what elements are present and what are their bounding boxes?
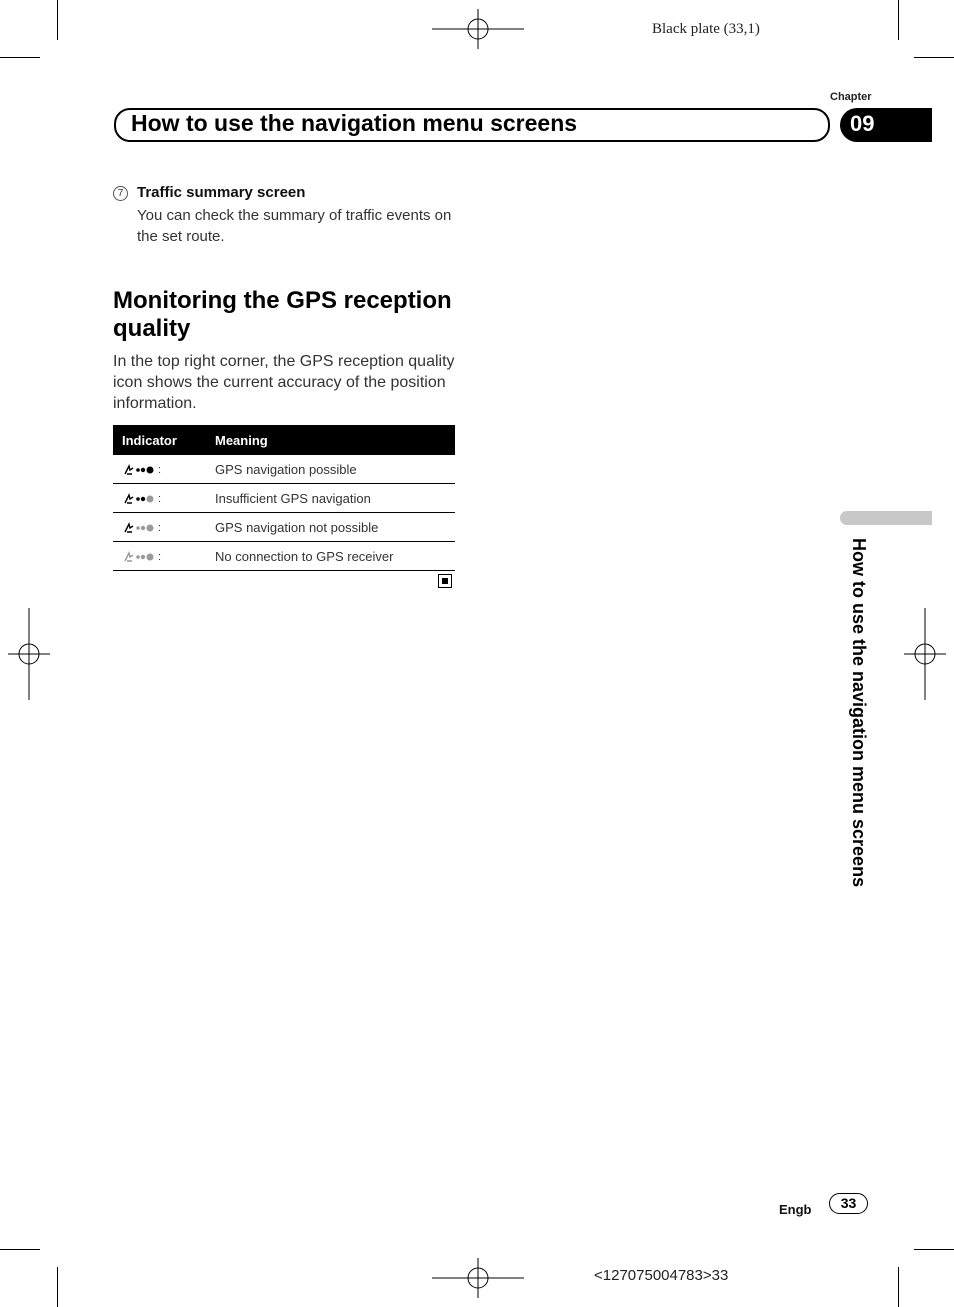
signal-dot xyxy=(141,468,145,472)
language-label: Engb xyxy=(779,1202,812,1217)
registration-mark-right xyxy=(904,608,946,700)
registration-mark-left xyxy=(8,608,50,700)
page-number: 33 xyxy=(829,1193,868,1214)
gps-signal-icon xyxy=(124,463,174,475)
chapter-label: Chapter xyxy=(830,91,872,103)
chapter-number: 09 xyxy=(850,111,875,136)
gps-signal-icon xyxy=(124,492,174,504)
gps-signal-icon xyxy=(124,550,174,562)
side-tab-bar xyxy=(840,511,932,525)
signal-dot xyxy=(147,467,154,474)
colon-separator: : xyxy=(158,493,162,504)
signal-dot xyxy=(147,554,154,561)
document-code: <127075004783>33 xyxy=(594,1267,729,1284)
header-meaning: Meaning xyxy=(215,433,268,448)
antenna-icon xyxy=(125,524,133,532)
signal-dot xyxy=(147,525,154,532)
antenna-icon xyxy=(125,495,133,503)
signal-dot xyxy=(136,526,140,530)
section-body: In the top right corner, the GPS reception quality icon shows the current accuracy of the position information. xyxy=(113,353,455,412)
table-row xyxy=(113,542,455,571)
colon-separator: : xyxy=(158,464,162,475)
signal-dot xyxy=(141,555,145,559)
header-title: How to use the navigation menu screens xyxy=(131,110,578,136)
table-row xyxy=(113,455,455,484)
row-meaning: GPS navigation not possible xyxy=(215,520,379,535)
row-meaning: No connection to GPS receiver xyxy=(215,549,394,564)
table-row xyxy=(113,484,455,513)
gps-signal-icon xyxy=(124,521,174,533)
row-meaning: GPS navigation possible xyxy=(215,462,357,477)
signal-dot xyxy=(141,526,145,530)
item-body: You can check the summary of traffic events on the set route. xyxy=(137,207,452,245)
signal-dot xyxy=(136,468,140,472)
table-header xyxy=(113,425,455,455)
item-heading: Traffic summary screen xyxy=(137,184,306,201)
header-indicator: Indicator xyxy=(122,433,177,448)
end-of-section-icon xyxy=(438,574,452,588)
colon-separator: : xyxy=(158,522,162,533)
antenna-icon xyxy=(125,466,133,474)
signal-dot xyxy=(141,497,145,501)
antenna-icon xyxy=(125,553,133,561)
signal-dot xyxy=(136,555,140,559)
plate-label: Black plate (33,1) xyxy=(652,21,760,37)
item-number-badge: 7 xyxy=(113,186,128,201)
registration-mark-bottom xyxy=(432,1258,524,1298)
row-meaning: Insufficient GPS navigation xyxy=(215,491,371,506)
signal-dot xyxy=(147,496,154,503)
side-tab-text: How to use the navigation menu screens xyxy=(849,538,869,888)
signal-dot xyxy=(136,497,140,501)
colon-separator: : xyxy=(158,551,162,562)
table-row xyxy=(113,513,455,542)
registration-mark-top xyxy=(432,9,524,49)
gps-indicator-table xyxy=(113,425,455,571)
section-heading: Monitoring the GPS reception quality xyxy=(113,287,452,342)
